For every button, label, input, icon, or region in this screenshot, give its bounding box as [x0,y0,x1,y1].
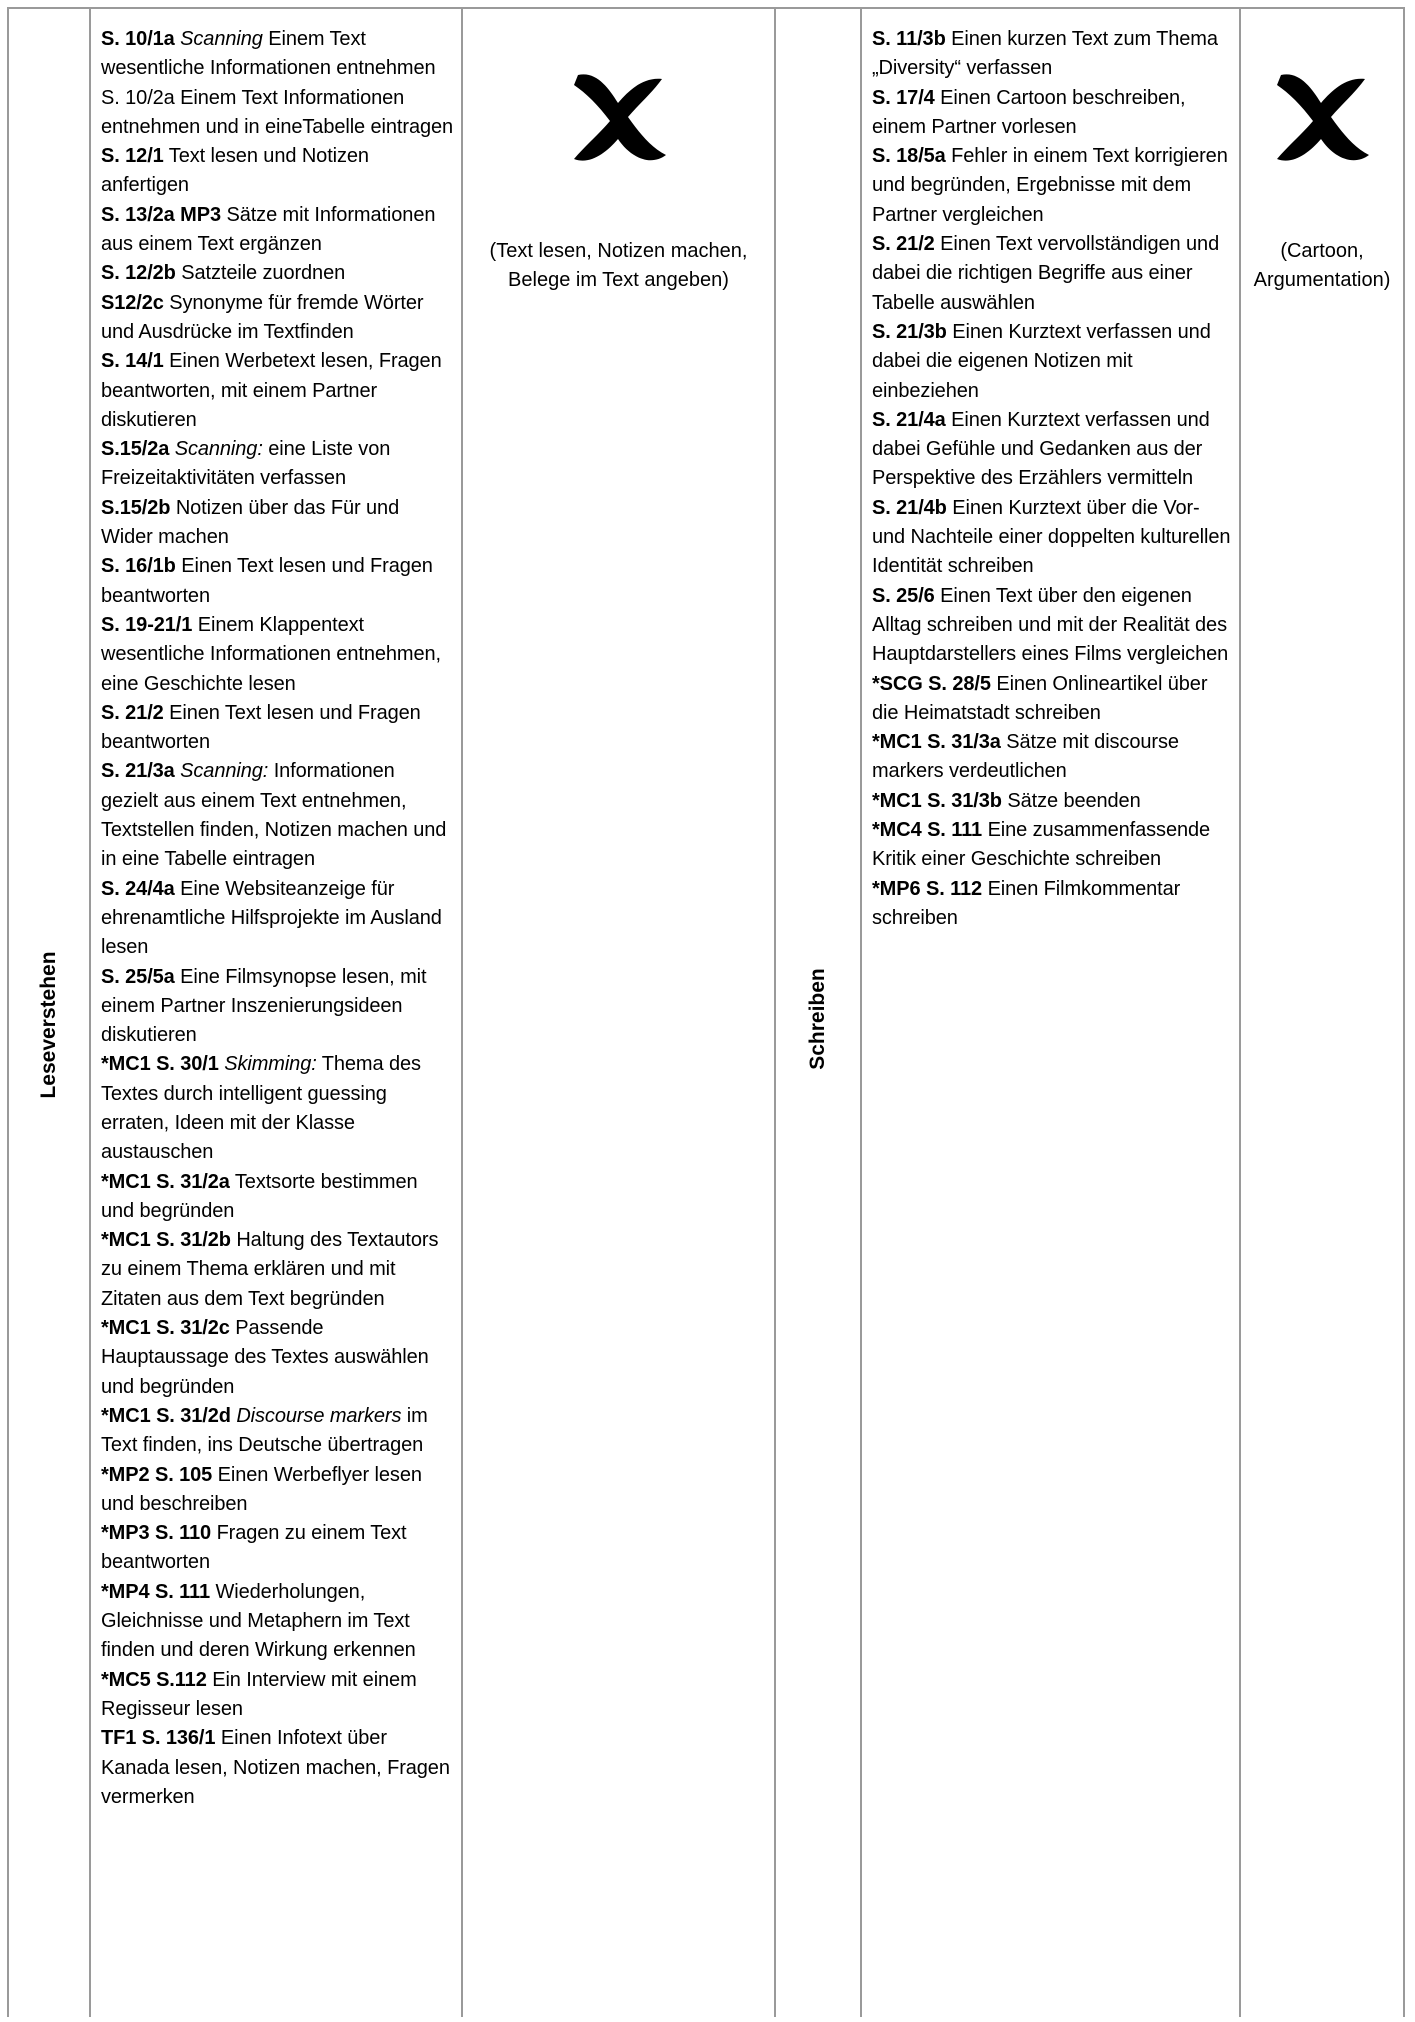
task-reference: S. 19-21/1 [101,613,193,636]
task-reference: TF1 S. 136/1 [101,1727,216,1750]
task-keyword: Scanning [180,28,263,50]
task-reference: S. 21/2 [101,701,164,724]
task-description: Satzteile zuordnen [181,262,346,285]
task-entry [101,963,455,1051]
cross-mark-icon [568,69,670,169]
task-reference: *MP3 S. 110 [101,1522,212,1545]
task-reference: S. 13/2a MP3 [101,203,221,226]
task-keyword: Scanning: [180,760,269,783]
task-reference: *SCG S. 28/5 [872,672,991,695]
task-reference: S. 21/4a [872,408,946,431]
task-reference: *MC1 S. 31/2d [101,1404,231,1427]
task-reference: S. 17/4 [872,86,935,109]
tasks-cell-schreiben [862,9,1241,2017]
task-description: S. 10/2a Einem Text Informationen entnehmen und in eineTabelle eintragen [101,86,454,138]
task-keyword: Scanning: [174,438,263,461]
task-description: Einen Kurztext verfassen und dabei Gefühle und Gedanken aus der Perspektive des Erzählers vermitteln [872,408,1210,490]
task-reference: S. 24/4a [101,877,175,900]
skill-label: Leseverstehen [37,951,60,1099]
task-description: Haltung des Textautors zu einem Thema erklären und mit Zitaten aus dem Text begründen [101,1229,439,1310]
task-description: Einen Text lesen und Fragen beantworten [101,701,421,754]
task-reference: *MP2 S. 105 [101,1463,213,1486]
task-reference: *MC1 S. 31/2c [101,1317,230,1340]
task-keyword: Discourse markers [236,1404,402,1427]
task-reference: *MC4 S. 111 [872,819,983,842]
task-entry [101,1402,455,1461]
task-description: Einen Cartoon beschreiben, einem Partner vorlesen [872,86,1186,138]
task-description: Eine Websiteanzeige für ehrenamtliche Hilfsprojekte im Ausland lesen [101,877,442,959]
task-entry [101,875,455,963]
task-description: Notizen über das Für und Wider machen [101,496,400,549]
skill-label-cell-leseverstehen [9,9,91,2017]
task-list [101,25,455,1812]
task-reference: S12/2c [101,291,164,314]
task-reference: S. 12/2b [101,262,176,285]
task-description: Sätze mit discourse markers verdeutlichen [872,731,1179,783]
task-description: im Text finden, ins Deutsche übertragen [101,1404,428,1457]
assessment-cell-schreiben [1241,9,1403,2017]
competence-table [7,7,1405,2017]
task-entry [872,816,1233,875]
task-description: Fragen zu einem Text beantworten [101,1522,407,1574]
task-reference: S. 25/5a [101,965,175,988]
task-description: Einen Kurztext über die Vor- und Nachteile einer doppelten kulturellen Identität schreiben [872,496,1231,578]
skill-label: Schreiben [806,968,829,1070]
task-entry [101,84,455,143]
task-reference: *MP4 S. 111 [101,1580,210,1603]
task-entry [101,1226,455,1314]
task-reference: *MC1 S. 31/3a [872,731,1001,754]
task-entry [101,699,455,758]
task-reference: S. 25/6 [872,584,935,607]
task-description: eine Liste von Freizeitaktivitäten verfassen [101,438,391,490]
task-entry [872,582,1233,670]
tasks-cell-leseverstehen [91,9,463,2017]
task-keyword: Skimming: [224,1053,317,1076]
task-entry [101,494,455,553]
task-description: Fehler in einem Text korrigieren und begründen, Ergebnisse mit dem Partner vergleichen [872,145,1228,226]
task-entry [101,347,455,435]
task-entry [101,1666,455,1725]
task-entry [101,552,455,611]
task-reference: S.15/2b [101,496,171,519]
task-description: Wiederholungen, Gleichnisse und Metaphern im Text finden und deren Wirkung erkennen [101,1580,416,1662]
task-entry [872,25,1233,84]
task-reference: *MC1 S. 31/3b [872,789,1002,812]
task-description: Einen kurzen Text zum Thema „Diversity“ verfassen [872,28,1218,80]
task-reference: S. 10/1a [101,28,175,50]
task-reference: S. 21/3b [872,320,947,343]
task-description: Thema des Textes durch intelligent guessing erraten, Ideen mit der Klasse austauschen [101,1053,421,1164]
task-entry [101,1461,455,1520]
task-entry [872,321,1211,402]
task-entry [101,1724,455,1812]
task-entry [101,611,455,699]
task-entry [872,875,1233,934]
task-description: Einem Klappentext wesentliche Informationen entnehmen, eine Geschichte lesen [101,613,441,695]
task-reference: S.15/2a [101,438,170,461]
assessment-note: (Text lesen, Notizen machen, Belege im Text angeben) [489,240,748,291]
task-description: Einen Text vervollständigen und dabei die richtigen Begriffe aus einer Tabelle auswählen [872,233,1220,314]
task-description: Einen Werbetext lesen, Fragen beantworten, mit einem Partner diskutieren [101,350,442,431]
task-reference: *MC1 S. 31/2a [101,1170,230,1193]
task-description: Einen Onlineartikel über die Heimatstadt schreiben [872,672,1208,724]
task-description: Einem Text wesentliche Informationen entnehmen [101,28,436,80]
task-reference: *MC1 S. 31/2b [101,1229,231,1252]
assessment-note: (Cartoon, Argumentation) [1253,240,1391,291]
task-description: Passende Hauptaussage des Textes auswählen und begründen [101,1317,429,1398]
task-reference: *MC1 S. 30/1 [101,1053,219,1076]
task-description: Text lesen und Notizen anfertigen [101,145,369,197]
task-description: Synonyme für fremde Wörter und Ausdrücke im Textfinden [101,291,424,343]
task-entry [101,1519,455,1578]
task-reference: S. 11/3b [872,28,946,50]
task-entry [101,435,455,494]
task-reference: S. 12/1 [101,145,164,168]
task-entry [872,670,1233,729]
task-entry [101,1050,455,1167]
task-description: Sätze mit Informationen aus einem Text ergänzen [101,203,436,256]
mark-box [1241,69,1403,169]
skill-label-cell-schreiben [776,9,862,2017]
task-entry [872,728,1233,787]
task-entry [872,142,1233,230]
task-entry [101,1314,455,1402]
task-reference: S. 21/2 [872,233,935,256]
task-description: Informationen gezielt aus einem Text entnehmen, Textstellen finden, Notizen machen und in eine Tabelle eintragen [101,760,447,871]
task-description: Sätze beenden [1007,789,1141,812]
task-reference: *MP6 S. 112 [872,877,983,900]
task-description: Textsorte bestimmen und begründen [101,1170,418,1222]
task-entry [872,230,1233,318]
assessment-cell-leseverstehen [463,9,776,2017]
task-list [872,25,1233,933]
task-entry [872,494,1233,582]
task-description: Ein Interview mit einem Regisseur lesen [101,1668,417,1720]
task-reference: *MC5 S.112 [101,1668,207,1691]
task-entry [101,142,455,201]
task-description: Einen Kurztext verfassen und dabei die eigenen Notizen mit einbeziehen [872,320,1211,402]
task-entry [101,1168,455,1227]
task-description: Einen Text über den eigenen Alltag schreiben und mit der Realität des Hauptdarstellers eines Films vergleichen [872,584,1229,666]
task-description: Einen Infotext über Kanada lesen, Notizen machen, Fragen vermerken [101,1727,450,1808]
task-reference: S. 16/1b [101,555,176,578]
task-description: Einen Werbeflyer lesen und beschreiben [101,1463,422,1515]
task-entry [101,1578,455,1666]
task-reference: S. 21/4b [872,496,947,519]
task-entry [872,406,1233,494]
task-entry [101,201,455,260]
cross-mark-icon [1271,69,1373,169]
task-entry [101,289,455,348]
task-entry [101,25,455,84]
task-entry [872,787,1233,816]
mark-box [463,69,774,169]
task-description: Einen Text lesen und Fragen beantworten [101,555,433,607]
task-entry [872,84,1233,143]
task-entry [101,757,455,874]
task-description: Eine zusammenfassende Kritik einer Geschichte schreiben [872,819,1211,871]
task-description: Einen Filmkommentar schreiben [872,877,1181,929]
task-reference: S. 18/5a [872,145,946,168]
task-reference: S. 21/3a [101,760,175,783]
task-description: Eine Filmsynopse lesen, mit einem Partner Inszenierungsideen diskutieren [101,965,427,1047]
task-entry [101,259,455,288]
task-reference: S. 14/1 [101,350,164,373]
